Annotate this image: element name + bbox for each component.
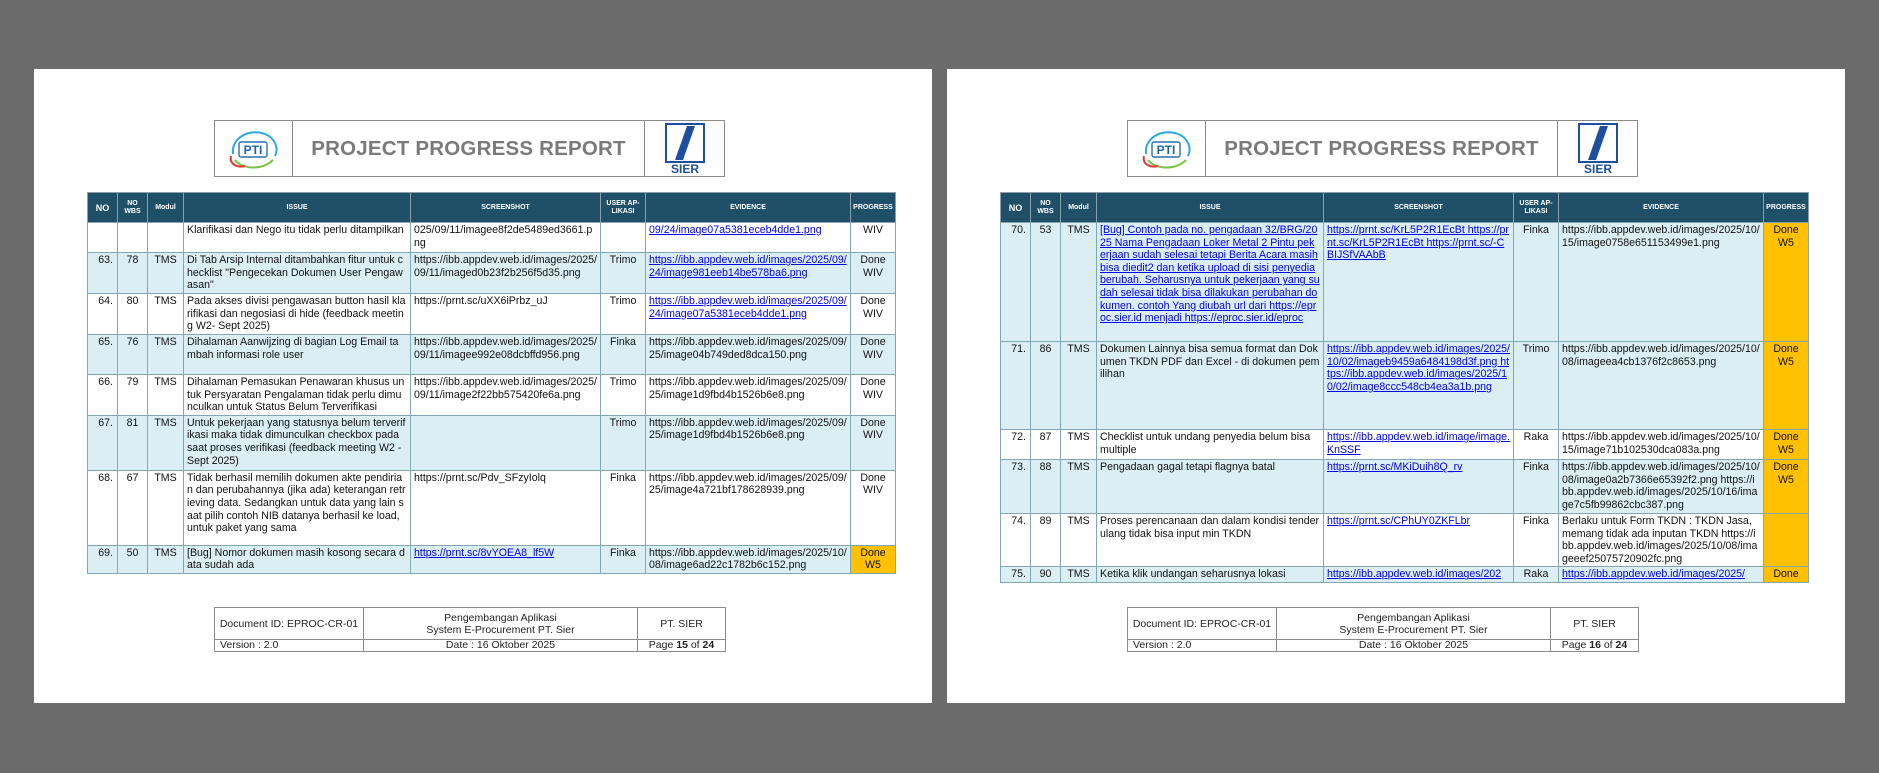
col-evidence: EVIDENCE bbox=[1559, 193, 1764, 223]
col-screenshot: SCREENSHOT bbox=[1324, 193, 1514, 223]
date: Date : 16 Oktober 2025 bbox=[1277, 640, 1551, 652]
company: PT. SIER bbox=[1551, 608, 1639, 640]
col-progress: PROGRESS bbox=[851, 193, 896, 223]
issue-table bbox=[87, 192, 896, 574]
table-row: 68. 67 TMS Tidak berhasil memilih dokumen akte pendirian dan perubahannya (jika ada) keterangan retrieving data. Sedangkan untuk data yang lain saat pilih contoh NIB datanya berhasil ke load, untuk paket yang sama https://prnt.sc/Pdv_SFzyIolq Finka https://ibb.appdev.web.id/images/2025/09/25/image4a721bf178628939.png Done WIV bbox=[88, 470, 896, 545]
col-issue: ISSUE bbox=[1097, 193, 1324, 223]
progress-status: Done WIV bbox=[851, 375, 896, 416]
evidence-link[interactable]: https://ibb.appdev.web.id/images/2025/ bbox=[1559, 567, 1764, 583]
table-row bbox=[88, 223, 896, 253]
issue-cell: Klarifikasi dan Nego itu tidak perlu ditampilkan bbox=[184, 223, 411, 253]
progress-status: Done W5 bbox=[1764, 342, 1809, 430]
screenshot-cell: https://prnt.sc/Pdv_SFzyIolq bbox=[411, 470, 601, 545]
screenshot-cell: https://ibb.appdev.web.id/images/2025/09/11/image2f22bb575420fe6a.png bbox=[411, 375, 601, 416]
evidence-cell: Berlaku untuk Form TKDN : TKDN Jasa, memang tidak ada inputan TKDN https://ibb.appdev.web.id/images/2025/10/08/imageeef25075720902fc.png bbox=[1559, 514, 1764, 567]
doc-id: Document ID: EPROC-CR-01 bbox=[215, 608, 364, 640]
issue-cell: Checklist untuk undang penyedia belum bisa multiple bbox=[1097, 430, 1324, 460]
document-page-15 bbox=[34, 69, 932, 703]
issue-link[interactable]: [Bug] Contoh pada no. pengadaan 32/BRG/2025 Nama Pengadaan Loker Metal 2 Pintu pekerjaan sudah selesai tetapi Berita Acara masih bisa diedit2 dan ketika upload di sisi penyedia berubah. Seharusnya untuk pekerjaan yang sudah selesai tidak bisa dilakukan perubahan dokumen. contoh Yang diubah url dari https://eproc.sier.id menjadi https://eproc.sier.id/eproc bbox=[1097, 223, 1324, 342]
issue-cell: [Bug] Nomor dokumen masih kosong secara data sudah ada bbox=[184, 545, 411, 573]
table-row: 71. 86 TMS Dokumen Lainnya bisa semua format dan Dokumen TKDN PDF dan Excel - di dokumen pemilihan https://ibb.appdev.web.id/images/2025/10/02/imageb9459a6484198d3f.png https://ibb.appdev.web.id/images/2025/10/02/image8ccc548cb4ea3a1b.png Trimo https://ibb.appdev.web.id/images/2025/10/08/imageea4cb1376f2c8653.png Done W5 bbox=[1001, 342, 1809, 430]
app-name: Pengembangan Aplikasi System E-Procurement PT. Sier bbox=[1277, 608, 1551, 640]
screenshot-link[interactable]: https://ibb.appdev.web.id/image/image.KnSSF bbox=[1324, 430, 1514, 460]
table-row: 67. 81 TMS Untuk pekerjaan yang statusnya belum terverifikasi maka tidak dimunculkan checkbox pada saat proses verifikasi (feedback meeting W2 - Sept 2025) Trimo https://ibb.appdev.web.id/images/2025/09/25/image1d9fbd4b1526b6e8.png Done WIV bbox=[88, 415, 896, 470]
report-title: PROJECT PROGRESS REPORT bbox=[311, 136, 626, 160]
screenshot-cell: https://ibb.appdev.web.id/images/2025/09/11/imaged0b23f2b256f5d35.png bbox=[411, 253, 601, 294]
col-issue: ISSUE bbox=[184, 193, 411, 223]
page-indicator: Page 16 of 24 bbox=[1551, 640, 1639, 652]
evidence-cell: https://ibb.appdev.web.id/images/2025/10/15/image0758e651153499e1.png bbox=[1559, 223, 1764, 342]
table-row: 74. 89 TMS Proses perencanaan dan dalam kondisi tender ulang tidak bisa input min TKDN https://prnt.sc/CPhUY0ZKFLbr Finka Berlaku untuk Form TKDN : TKDN Jasa, memang tidak ada inputan TKDN https://ibb.appdev.web.id/images/2025/10/08/imageeef25075720902fc.png bbox=[1001, 514, 1809, 567]
screenshot-link[interactable]: https://prnt.sc/CPhUY0ZKFLbr bbox=[1324, 514, 1514, 567]
document-page-16 bbox=[947, 69, 1845, 703]
screenshot-link[interactable]: https://ibb.appdev.web.id/images/2025/10/02/imageb9459a6484198d3f.png https://ibb.appdev.web.id/images/2025/10/02/image8ccc548cb4ea3a1b.png bbox=[1324, 342, 1514, 430]
issue-table bbox=[1000, 192, 1809, 583]
table-row: 65. 76 TMS Dihalaman Aanwijzing di bagian Log Email tambah informasi role user https://ibb.appdev.web.id/images/2025/09/11/imagee992e08dcbffd956.png Finka https://ibb.appdev.web.id/images/2025/09/25/image04b749ded8dca150.png Done WIV bbox=[88, 335, 896, 375]
page-indicator: Page 15 of 24 bbox=[638, 640, 726, 652]
progress-status: Done bbox=[1764, 567, 1809, 583]
table-row: 69. 50 TMS [Bug] Nomor dokumen masih kosong secara data sudah ada https://prnt.sc/8vYOEA8_lf5W Finka https://ibb.appdev.web.id/images/2025/10/08/image6ad22c1782b6c152.png Done W5 bbox=[88, 545, 896, 573]
issue-cell: Dokumen Lainnya bisa semua format dan Dokumen TKDN PDF dan Excel - di dokumen pemilihan bbox=[1097, 342, 1324, 430]
evidence-cell: https://ibb.appdev.web.id/images/2025/10/08/image6ad22c1782b6c152.png bbox=[646, 545, 851, 573]
evidence-cell: https://ibb.appdev.web.id/images/2025/09/25/image4a721bf178628939.png bbox=[646, 470, 851, 545]
table-row: 72. 87 TMS Checklist untuk undang penyedia belum bisa multiple https://ibb.appdev.web.id/image/image.KnSSF Raka https://ibb.appdev.web.id/images/2025/10/15/image71b102530dca083a.png Done W5 bbox=[1001, 430, 1809, 460]
evidence-cell: https://ibb.appdev.web.id/images/2025/09/25/image1d9fbd4b1526b6e8.png bbox=[646, 375, 851, 416]
table-header-row bbox=[1001, 193, 1809, 223]
progress-status bbox=[1764, 514, 1809, 567]
progress-status: Done W5 bbox=[1764, 223, 1809, 342]
issue-cell: Untuk pekerjaan yang statusnya belum terverifikasi maka tidak dimunculkan checkbox pada saat proses verifikasi (feedback meeting W2 - Sept 2025) bbox=[184, 415, 411, 470]
issue-cell: Pengadaan gagal tetapi flagnya batal bbox=[1097, 460, 1324, 514]
sier-logo bbox=[1557, 121, 1637, 176]
version: Version : 2.0 bbox=[1128, 640, 1277, 652]
pti-logo-text: PTI bbox=[1156, 142, 1175, 157]
col-no: NO bbox=[88, 193, 118, 223]
screenshot-cell: https://ibb.appdev.web.id/images/2025/09/11/imagee992e08dcbffd956.png bbox=[411, 335, 601, 375]
issue-cell: Ketika klik undangan seharusnya lokasi bbox=[1097, 567, 1324, 583]
evidence-cell: https://ibb.appdev.web.id/images/2025/09/25/image1d9fbd4b1526b6e8.png bbox=[646, 415, 851, 470]
col-evidence: EVIDENCE bbox=[646, 193, 851, 223]
col-no: NO bbox=[1001, 193, 1031, 223]
table-row: 63. 78 TMS Di Tab Arsip Internal ditambahkan fitur untuk checklist "Pengecekan Dokumen User Pengawasan" https://ibb.appdev.web.id/images/2025/09/11/imaged0b23f2b256f5d35.png Trimo https://ibb.appdev.web.id/images/2025/09/24/image981eeb14be578ba6.png Done WIV bbox=[88, 253, 896, 294]
screenshot-link[interactable]: https://prnt.sc/8vYOEA8_lf5W bbox=[411, 545, 601, 573]
date: Date : 16 Oktober 2025 bbox=[364, 640, 638, 652]
table-row: 70. 53 TMS [Bug] Contoh pada no. pengadaan 32/BRG/2025 Nama Pengadaan Loker Metal 2 Pintu pekerjaan sudah selesai tetapi Berita Acara masih bisa diedit2 dan ketika upload di sisi penyedia berubah. Seharusnya untuk pekerjaan yang sudah selesai tidak bisa dilakukan perubahan dokumen. contoh Yang diubah url dari https://eproc.sier.id menjadi https://eproc.sier.id/eproc https://prnt.sc/KrL5P2R1EcBt https://prnt.sc/KrL5P2R1EcBt https://prnt.sc/-CBIJSfVAAbB Finka https://ibb.appdev.web.id/images/2025/10/15/image0758e651153499e1.png Done W5 bbox=[1001, 223, 1809, 342]
col-user: USER AP-LIKASI bbox=[601, 193, 646, 223]
evidence-cell: https://ibb.appdev.web.id/images/2025/09/25/image04b749ded8dca150.png bbox=[646, 335, 851, 375]
progress-status: Done WIV bbox=[851, 335, 896, 375]
col-screenshot: SCREENSHOT bbox=[411, 193, 601, 223]
col-no-wbs: NO WBS bbox=[118, 193, 148, 223]
evidence-cell: https://ibb.appdev.web.id/images/2025/10/15/image71b102530dca083a.png bbox=[1559, 430, 1764, 460]
progress-status: Done W5 bbox=[1764, 460, 1809, 514]
sier-logo bbox=[644, 121, 724, 176]
col-progress: PROGRESS bbox=[1764, 193, 1809, 223]
doc-id: Document ID: EPROC-CR-01 bbox=[1128, 608, 1277, 640]
screenshot-cell bbox=[411, 415, 601, 470]
progress-status: Done WIV bbox=[851, 253, 896, 294]
screenshot-link[interactable]: https://prnt.sc/KrL5P2R1EcBt https://prnt.sc/KrL5P2R1EcBt https://prnt.sc/-CBIJSfVAAbB bbox=[1324, 223, 1514, 342]
progress-status: Done WIV bbox=[851, 294, 896, 335]
pti-logo-icon bbox=[1138, 126, 1196, 172]
issue-cell: Tidak berhasil memilih dokumen akte pendirian dan perubahannya (jika ada) keterangan retrieving data. Sedangkan untuk data yang lain saat pilih contoh NIB datanya berhasil ke load, untuk paket yang sama bbox=[184, 470, 411, 545]
report-title: PROJECT PROGRESS REPORT bbox=[1224, 136, 1539, 160]
report-header bbox=[1127, 120, 1638, 177]
progress-status: WIV bbox=[851, 223, 896, 253]
screenshot-link[interactable]: https://prnt.sc/MKiDuih8Q_rv bbox=[1324, 460, 1514, 514]
col-user: USER AP-LIKASI bbox=[1514, 193, 1559, 223]
progress-status: Done WIV bbox=[851, 470, 896, 545]
sier-logo-text: SIER bbox=[670, 161, 699, 175]
table-row: 66. 79 TMS Dihalaman Pemasukan Penawaran khusus untuk Persyaratan Pengalaman tidak perlu dimunculkan untuk Status Belum Terverifikasi https://ibb.appdev.web.id/images/2025/09/11/image2f22bb575420fe6a.png Trimo https://ibb.appdev.web.id/images/2025/09/25/image1d9fbd4b1526b6e8.png Done WIV bbox=[88, 375, 896, 416]
pti-logo bbox=[1128, 121, 1206, 176]
sier-logo-text: SIER bbox=[1583, 161, 1612, 175]
screenshot-cell: https://prnt.sc/uXX6iPrbz_uJ bbox=[411, 294, 601, 335]
col-modul: Modul bbox=[1061, 193, 1097, 223]
table-row: 73. 88 TMS Pengadaan gagal tetapi flagnya batal https://prnt.sc/MKiDuih8Q_rv Finka https://ibb.appdev.web.id/images/2025/10/08/image0a2b7366e65392f2.png https://ibb.appdev.web.id/images/2025/10/16/image7c5fb99862cbc387.png Done W5 bbox=[1001, 460, 1809, 514]
evidence-link[interactable]: 09/24/image07a5381eceb4dde1.png bbox=[646, 223, 851, 253]
pti-logo-icon bbox=[225, 126, 283, 172]
table-row: 64. 80 TMS Pada akses divisi pengawasan button hasil klarifikasi dan negosiasi di hide (feedback meeting W2- Sept 2025) https://prnt.sc/uXX6iPrbz_uJ Trimo https://ibb.appdev.web.id/images/2025/09/24/image07a5381eceb4dde1.png Done WIV bbox=[88, 294, 896, 335]
screenshot-cell: 025/09/11/imagee8f2de5489ed3661.png bbox=[411, 223, 601, 253]
evidence-link[interactable]: https://ibb.appdev.web.id/images/2025/09/24/image981eeb14be578ba6.png bbox=[646, 253, 851, 294]
issue-cell: Dihalaman Aanwijzing di bagian Log Email tambah informasi role user bbox=[184, 335, 411, 375]
issue-cell: Di Tab Arsip Internal ditambahkan fitur untuk checklist "Pengecekan Dokumen User Pengawasan" bbox=[184, 253, 411, 294]
pti-logo-text: PTI bbox=[243, 142, 262, 157]
evidence-cell: https://ibb.appdev.web.id/images/2025/10/08/imageea4cb1376f2c8653.png bbox=[1559, 342, 1764, 430]
company: PT. SIER bbox=[638, 608, 726, 640]
progress-status: Done WIV bbox=[851, 415, 896, 470]
issue-cell: Proses perencanaan dan dalam kondisi tender ulang tidak bisa input min TKDN bbox=[1097, 514, 1324, 567]
document-footer bbox=[214, 607, 726, 652]
screenshot-link[interactable]: https://ibb.appdev.web.id/images/202 bbox=[1324, 567, 1514, 583]
sier-logo-icon bbox=[665, 123, 705, 175]
progress-status: Done W5 bbox=[1764, 430, 1809, 460]
col-no-wbs: NO WBS bbox=[1031, 193, 1061, 223]
version: Version : 2.0 bbox=[215, 640, 364, 652]
app-name: Pengembangan Aplikasi System E-Procurement PT. Sier bbox=[364, 608, 638, 640]
table-row: 75. 90 TMS Ketika klik undangan seharusnya lokasi https://ibb.appdev.web.id/images/202 Raka https://ibb.appdev.web.id/images/2025/ Done bbox=[1001, 567, 1809, 583]
document-footer bbox=[1127, 607, 1639, 652]
issue-cell: Dihalaman Pemasukan Penawaran khusus untuk Persyaratan Pengalaman tidak perlu dimunculkan untuk Status Belum Terverifikasi bbox=[184, 375, 411, 416]
progress-status: Done W5 bbox=[851, 545, 896, 573]
table-header-row bbox=[88, 193, 896, 223]
evidence-link[interactable]: https://ibb.appdev.web.id/images/2025/09/24/image07a5381eceb4dde1.png bbox=[646, 294, 851, 335]
sier-logo-icon bbox=[1578, 123, 1618, 175]
issue-cell: Pada akses divisi pengawasan button hasil klarifikasi dan negosiasi di hide (feedback meeting W2- Sept 2025) bbox=[184, 294, 411, 335]
evidence-cell: https://ibb.appdev.web.id/images/2025/10/08/image0a2b7366e65392f2.png https://ibb.appdev.web.id/images/2025/10/16/image7c5fb99862cbc387.png bbox=[1559, 460, 1764, 514]
col-modul: Modul bbox=[148, 193, 184, 223]
report-header bbox=[214, 120, 725, 177]
pti-logo bbox=[215, 121, 293, 176]
